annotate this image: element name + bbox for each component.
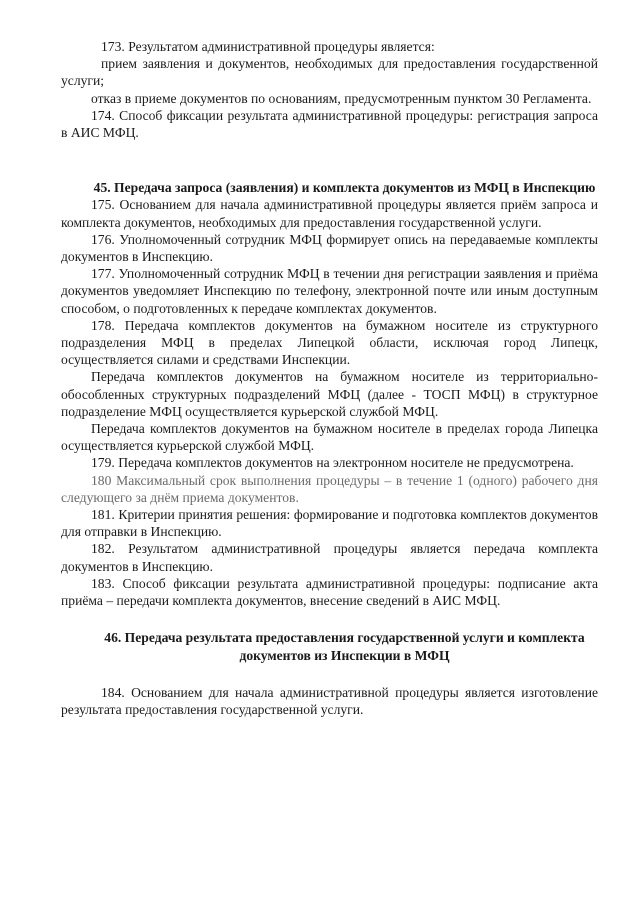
paragraph-183: 183. Способ фиксации результата административной процедуры: подписание акта приёма – передачи комплекта документов, внесение сведений в АИС МФЦ. bbox=[61, 575, 598, 609]
paragraph-177: 177. Уполномоченный сотрудник МФЦ в течении дня регистрации заявления и приёма документов уведомляет Инспекцию по телефону, электронной почте или иным доступным способом, о подготовленных к передаче комплектах документов. bbox=[61, 266, 598, 316]
paragraph-179: 179. Передача комплектов документов на электронном носителе не предусмотрена. bbox=[91, 455, 574, 471]
paragraph-173-item-accept: прием заявления и документов, необходимых для предоставления государственной услуги; bbox=[61, 56, 598, 89]
paragraph-182: 182. Результатом административной процедуры является передача комплекта документов в Инспекцию. bbox=[61, 541, 598, 574]
paragraph-180: 180 Максимальный срок выполнения процедуры – в течение 1 (одного) рабочего дня следующего за днём приема документов. bbox=[61, 472, 598, 505]
paragraph-173: 173. Результатом административной процедуры является: bbox=[101, 39, 435, 54]
paragraph-181: 181. Критерии принятия решения: формирование и подготовка комплектов документов для отправки в Инспекцию. bbox=[61, 507, 598, 540]
paragraph-176: 176. Уполномоченный сотрудник МФЦ формирует опись на передаваемые комплекты документов в Инспекцию. bbox=[61, 231, 598, 265]
paragraph-178: 178. Передача комплектов документов на бумажном носителе из структурного подразделения МФЦ в пределах Липецкой области, исключая город Липецк, осуществляется силами и средствами Инспекции. bbox=[61, 317, 598, 368]
section-45-heading: 45. Передача запроса (заявления) и комплекта документов из МФЦ в Инспекцию bbox=[93, 180, 596, 196]
paragraph-184: 184. Основанием для начала административной процедуры является изготовление результата предоставления государственной услуги. bbox=[61, 684, 598, 717]
paragraph-tosp: Передача комплектов документов на бумажном носителе из территориально-обособленных структурных подразделений МФЦ (далее - ТОСП МФЦ) в структурное подразделение МФЦ осуществляется курьерской службой МФЦ. bbox=[61, 369, 598, 419]
paragraph-lipetsk: Передача комплектов документов на бумажном носителе в пределах города Липецка осуществляется курьерской службой МФЦ. bbox=[61, 421, 598, 454]
paragraph-174: 174. Способ фиксации результата административной процедуры: регистрация запроса в АИС МФЦ. bbox=[61, 107, 598, 141]
paragraph-175: 175. Основанием для начала административной процедуры является приём запроса и комплекта документов, необходимых для предоставления государственной услуги. bbox=[61, 197, 598, 230]
paragraph-173-item-refuse: отказ в приеме документов по основаниям, предусмотренным пунктом 30 Регламента. bbox=[91, 90, 592, 106]
document-page bbox=[61, 38, 598, 718]
section-46-heading: 46. Передача результата предоставления государственной услуги и комплекта документов из Инспекции в МФЦ bbox=[104, 630, 585, 663]
